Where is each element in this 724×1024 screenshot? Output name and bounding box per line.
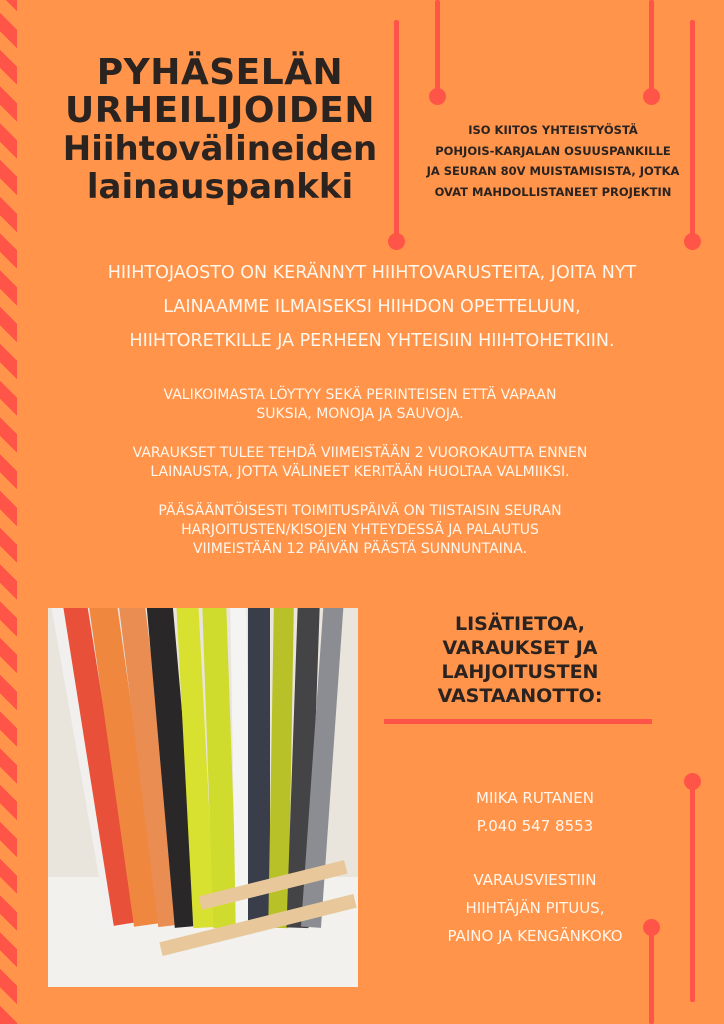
decor-dot	[429, 88, 446, 105]
info-paragraph-reservations	[30, 444, 690, 482]
reservation-note-line: PAINO JA KENGÄNKOKO	[447, 927, 623, 945]
contact-heading-line: VASTAANOTTO:	[437, 685, 603, 707]
decor-line	[394, 20, 399, 240]
page-title	[55, 54, 385, 206]
contact-name: MIIKA RUTANEN	[476, 789, 594, 807]
contact-phone[interactable]: P.040 547 8553	[476, 817, 594, 835]
contact-heading-line: LISÄTIETOA,	[455, 613, 585, 635]
info-line: VIIMEISTÄÄN 12 PÄIVÄN PÄÄSTÄ SUNNUNTAINA.	[192, 541, 528, 557]
info-paragraph-selection	[30, 386, 690, 424]
thanks-line: JA SEURAN 80V MUISTAMISISTA, JOTKA	[426, 164, 680, 178]
info-line: PÄÄSÄÄNTÖISESTI TOIMITUSPÄIVÄ ON TIISTAISIN SEURAN	[158, 503, 562, 519]
info-line: LAINAUSTA, JOTTA VÄLINEET KERITÄÄN HUOLTAA VALMIIKSI.	[150, 464, 570, 480]
reservation-note-line: VARAUSVIESTIIN	[473, 871, 597, 889]
contact-heading-line: VARAUKSET JA	[442, 637, 598, 659]
thanks-line: ISO KIITOS YHTEISTYÖSTÄ	[468, 123, 638, 137]
intro-line: LAINAAMME ILMAISEKSI HIIHDON OPETTELUUN,	[163, 297, 581, 317]
skis-photo	[48, 608, 358, 987]
title-line-3: Hiihtovälineiden	[62, 129, 378, 169]
info-line: SUKSIA, MONOJA JA SAUVOJA.	[256, 406, 464, 422]
divider-line	[384, 719, 652, 724]
contact-heading-line: LAHJOITUSTEN	[441, 661, 599, 683]
diagonal-stripe-border	[0, 0, 17, 1024]
decor-line	[435, 0, 440, 95]
info-text	[30, 386, 690, 579]
intro-line: HIIHTORETKILLE JA PERHEEN YHTEISIIN HIIHTOHETKIIN.	[129, 331, 615, 351]
thanks-line: OVAT MAHDOLLISTANEET PROJEKTIN	[434, 184, 672, 199]
decor-dot	[643, 88, 660, 105]
contact-heading	[400, 612, 640, 708]
info-line: HARJOITUSTEN/KISOJEN YHTEYDESSÄ JA PALAUTUS	[181, 522, 539, 538]
thanks-note	[408, 120, 698, 202]
info-line: VARAUKSET TULEE TEHDÄ VIIMEISTÄÄN 2 VUOROKAUTTA ENNEN	[132, 445, 588, 461]
decor-dot	[388, 233, 405, 250]
info-line: VALIKOIMASTA LÖYTYY SEKÄ PERINTEISEN ETTÄ VAPAAN	[163, 387, 557, 403]
title-line-4: lainauspankki	[86, 167, 354, 207]
intro-text	[20, 256, 724, 358]
contact-info	[400, 784, 670, 950]
info-paragraph-delivery	[30, 502, 690, 559]
thanks-line: POHJOIS-KARJALAN OSUUSPANKILLE	[435, 143, 671, 158]
decor-line	[690, 780, 695, 1002]
intro-line: HIIHTOJAOSTO ON KERÄNNYT HIIHTOVARUSTEITA, JOITA NYT	[107, 263, 637, 283]
decor-dot	[684, 233, 701, 250]
decor-line	[649, 0, 654, 95]
title-line-1: PYHÄSELÄN	[96, 52, 344, 93]
reservation-note-line: HIIHTÄJÄN PITUUS,	[465, 899, 605, 917]
title-line-2: URHEILIJOIDEN	[65, 90, 375, 131]
